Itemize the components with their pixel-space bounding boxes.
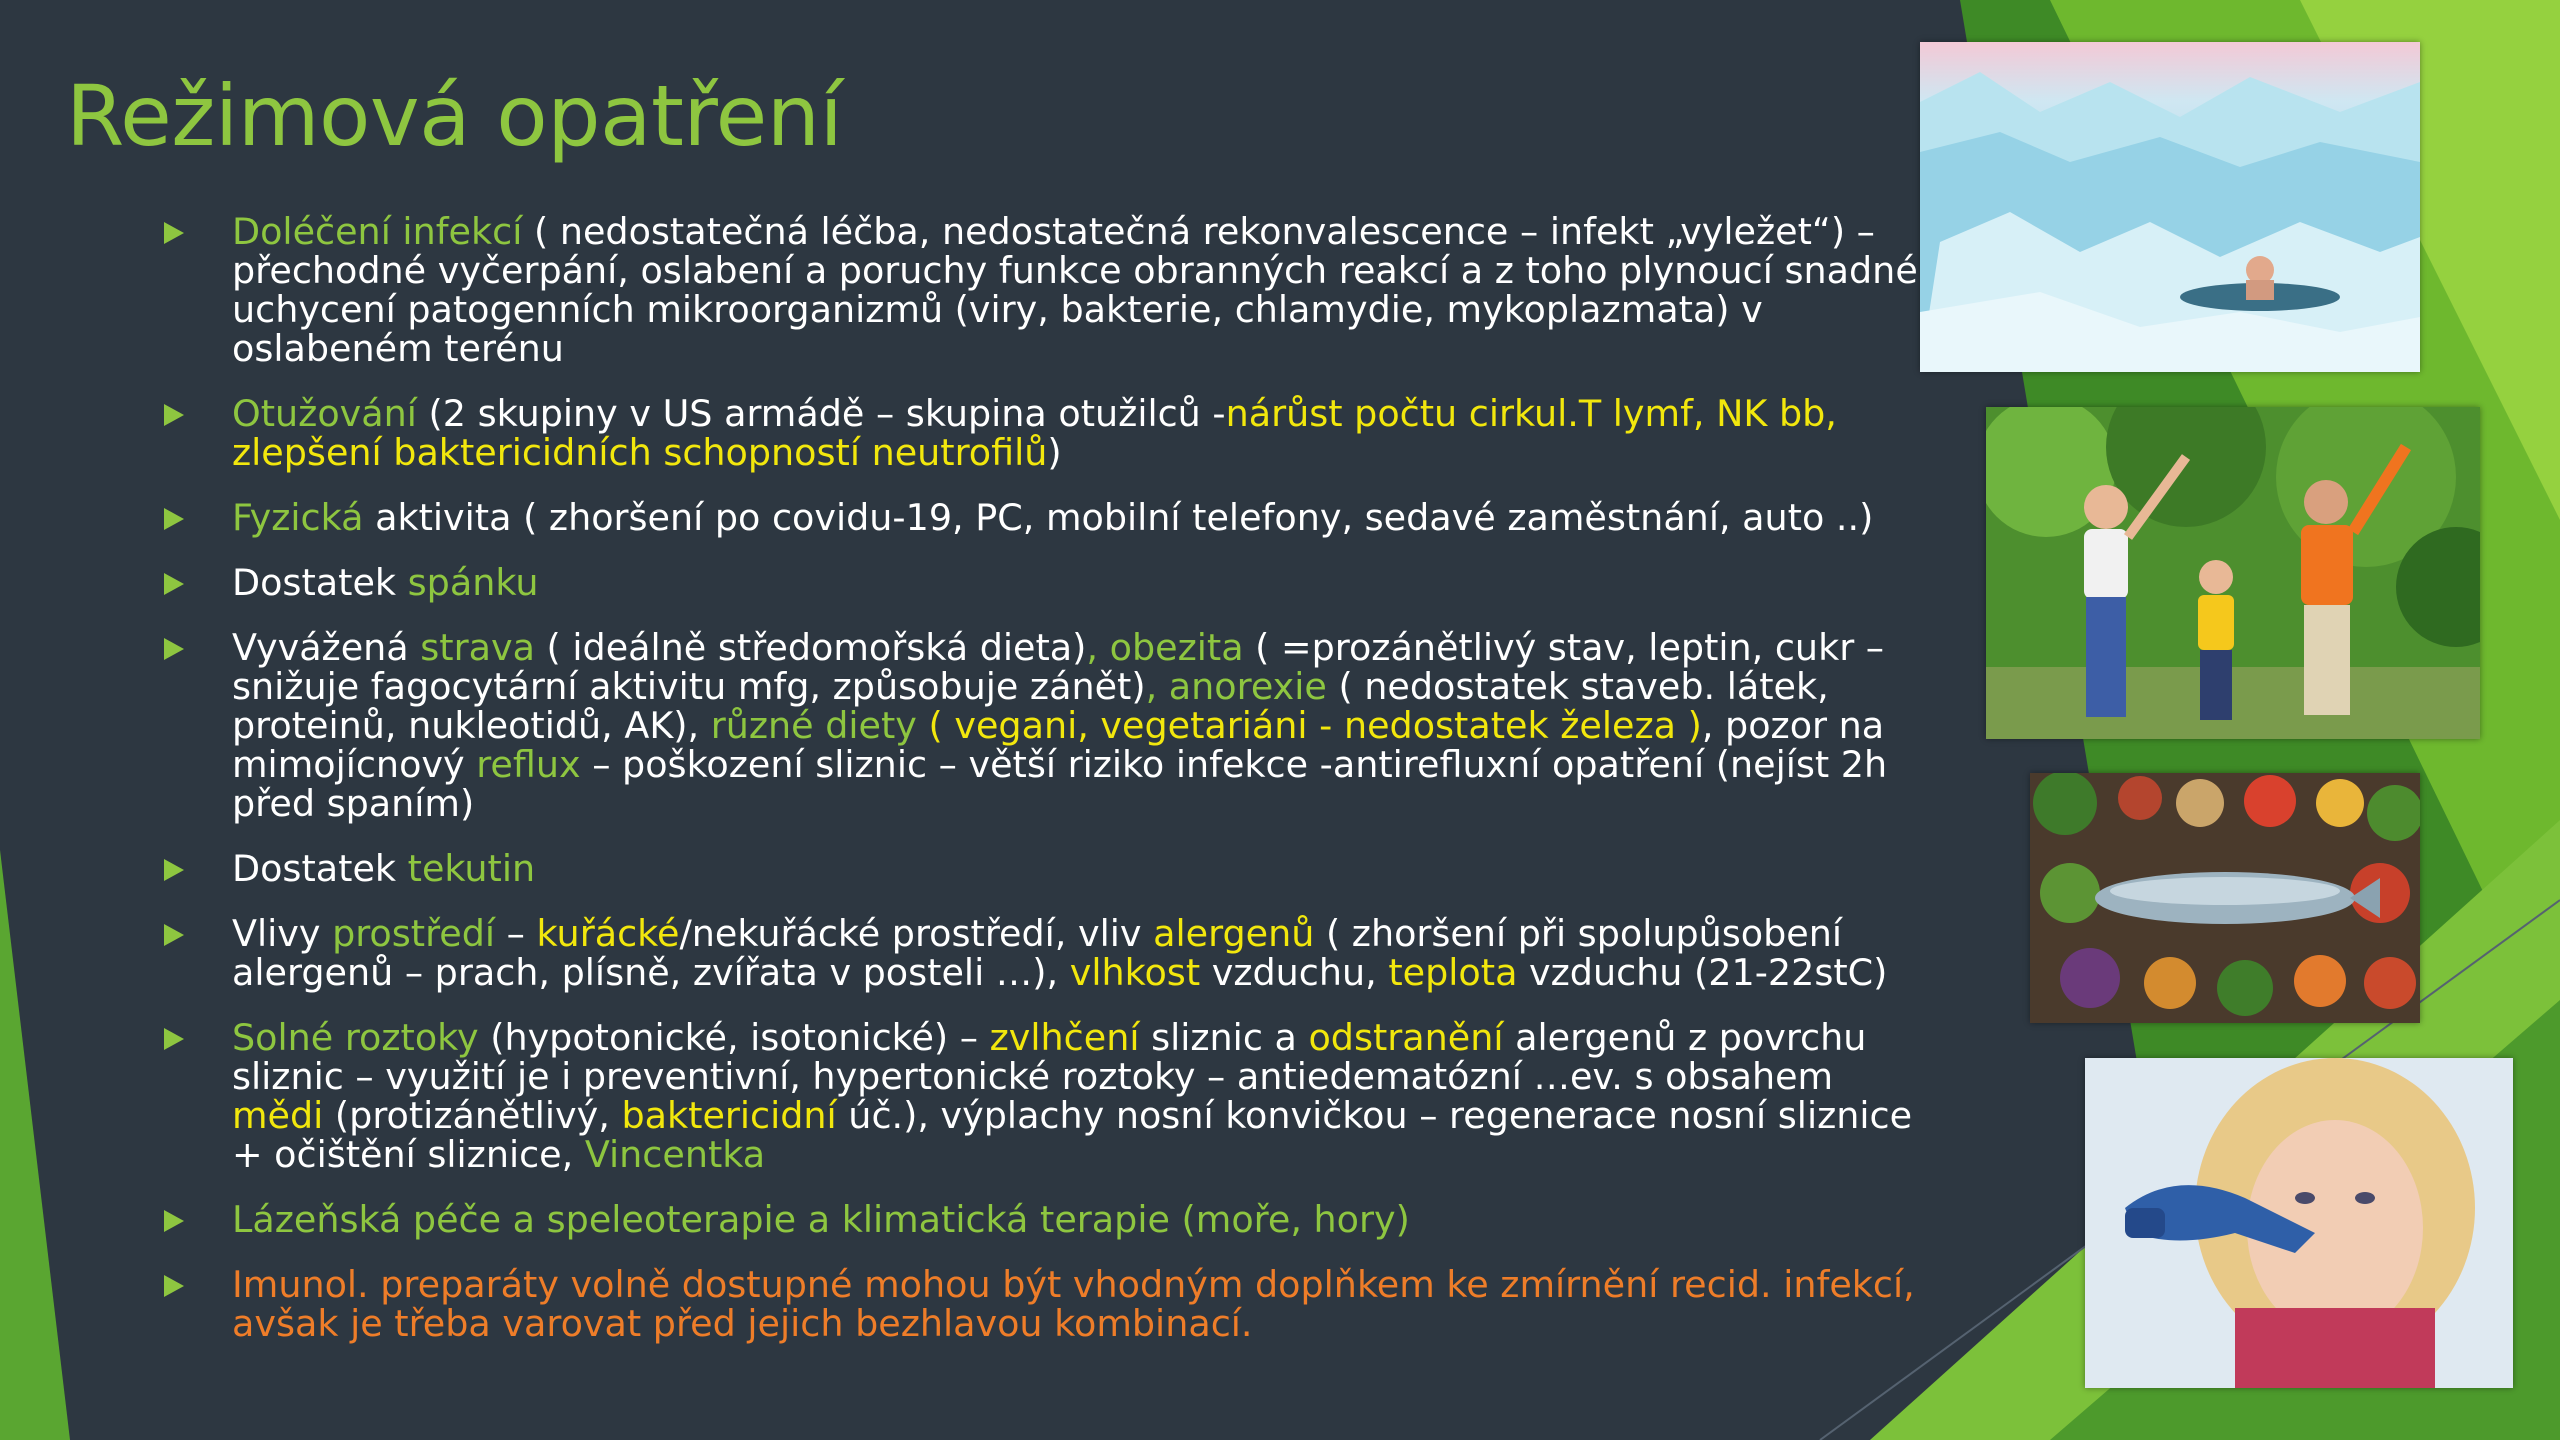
- bullet-text-run: ( nedostatek staveb. látek, proteinů, nukleotidů, AK),: [232, 665, 1829, 747]
- bullet-item: [160, 563, 1920, 602]
- bullet-text-run: Dostatek: [232, 847, 408, 890]
- bullet-item: [160, 394, 1920, 472]
- bullet-text-run: ( vegani, vegetariáni - nedostatek železa ): [916, 704, 1702, 747]
- bullet-text-run: Doléčení infekcí: [232, 210, 523, 253]
- bullet-list: [160, 212, 1920, 1369]
- bullet-item: [160, 498, 1920, 537]
- bullet-arrow-icon: [164, 859, 184, 881]
- bullet-item: [160, 1200, 1920, 1239]
- bullet-item: [160, 212, 1920, 368]
- bullet-text-run: strava: [420, 626, 535, 669]
- bullet-text-run: Imunol. preparáty volně dostupné mohou být vhodným doplňkem ke zmírnění recid. infekcí, avšak je třeba varovat před jejich bezhlavou kombinací.: [232, 1263, 1915, 1345]
- bullet-text-run: , anorexie: [1145, 665, 1327, 708]
- bullet-text-run: ( ideálně středomořská dieta): [534, 626, 1087, 669]
- bullet-arrow-icon: [164, 924, 184, 946]
- bullet-text-run: , pozor na mimojícnový: [232, 704, 1885, 786]
- bullet-text-run: Fyzická: [232, 496, 364, 539]
- bullet-text-run: Dostatek: [232, 561, 408, 604]
- bullet-item: [160, 914, 1920, 992]
- bullet-text-run: ): [1047, 431, 1062, 474]
- bullet-text-run: vzduchu (21-22stC): [1517, 951, 1888, 994]
- bullet-arrow-icon: [164, 638, 184, 660]
- ice-swimming-photo: [1920, 42, 2420, 372]
- bullet-text-run: odstranění: [1308, 1016, 1504, 1059]
- bullet-arrow-icon: [164, 222, 184, 244]
- bullet-text-run: různé diety: [710, 704, 917, 747]
- healthy-food-photo: [2030, 773, 2420, 1023]
- bullet-item: [160, 1265, 1920, 1343]
- bullet-text-run: – poškození sliznic – větší riziko infekce -antirefluxní opatření (nejíst 2h před spaním): [232, 743, 1888, 825]
- bullet-text-run: alergenů z povrchu sliznic – využití je i preventivní, hypertonické roztoky – antiedematózní …ev. s obsahem: [232, 1016, 1867, 1098]
- bullet-text-run: vlhkost: [1069, 951, 1201, 994]
- bullet-text-run: zvlhčení: [989, 1016, 1140, 1059]
- bullet-text-run: prostředí: [332, 912, 496, 955]
- nasal-rinse-photo: [2085, 1058, 2513, 1388]
- bullet-text-run: Vlivy: [232, 912, 333, 955]
- bullet-text-run: ( nedostatečná léčba, nedostatečná rekonvalescence – infekt „vyležet“) – přechodné vyčerpání, oslabení a poruchy funkce obranných reakcí a z toho plynoucí snadné uchycení patogenních mikroorganizmů (viry, bakterie, chlamydie, mykoplazmata) v oslabeném terénu: [232, 210, 1918, 370]
- bullet-arrow-icon: [164, 404, 184, 426]
- bullet-item: [160, 849, 1920, 888]
- bullet-text-run: Lázeňská péče a speleoterapie a klimatická terapie (moře, hory): [232, 1198, 1410, 1241]
- bullet-text-run: (2 skupiny v US armádě – skupina otužilců -: [416, 392, 1226, 435]
- slide-title: Režimová opatření: [66, 67, 843, 165]
- bullet-arrow-icon: [164, 1275, 184, 1297]
- bullet-text-run: (protizánětlivý,: [323, 1094, 622, 1137]
- bullet-text-run: úč.), výplachy nosní konvičkou – regenerace nosní sliznice + očištění sliznice,: [232, 1094, 1913, 1176]
- bullet-text-run: teplota: [1388, 951, 1518, 994]
- bullet-text-run: Otužování: [232, 392, 417, 435]
- bullet-arrow-icon: [164, 573, 184, 595]
- bullet-text-run: aktivita ( zhoršení po covidu-19, PC, mobilní telefony, sedavé zaměstnání, auto ..): [363, 496, 1874, 539]
- family-exercise-photo: [1986, 407, 2480, 739]
- bullet-text-run: (hypotonické, isotonické) –: [478, 1016, 990, 1059]
- bullet-text-run: , obezita: [1086, 626, 1244, 669]
- bullet-text-run: nárůst počtu cirkul.T lymf, NK bb, zlepšení baktericidních schopností neutrofilů: [232, 392, 1837, 474]
- bullet-text-run: ( zhoršení při spolupůsobení alergenů – prach, plísně, zvířata v posteli …),: [232, 912, 1843, 994]
- bullet-text-run: kuřácké: [536, 912, 680, 955]
- bullet-arrow-icon: [164, 1210, 184, 1232]
- bullet-text-run: Vincentka: [584, 1133, 766, 1176]
- bullet-arrow-icon: [164, 508, 184, 530]
- deco-green-bottom-left: [0, 850, 70, 1440]
- bullet-arrow-icon: [164, 1028, 184, 1050]
- bullet-item: [160, 628, 1920, 823]
- bullet-text-run: sliznic a: [1139, 1016, 1309, 1059]
- bullet-text-run: ( =prozánětlivý stav, leptin, cukr – snižuje fagocytární aktivitu mfg, způsobuje zánět): [232, 626, 1885, 708]
- bullet-text-run: Vyvážená: [232, 626, 421, 669]
- bullet-text-run: vzduchu,: [1200, 951, 1389, 994]
- bullet-text-run: alergenů: [1153, 912, 1315, 955]
- bullet-text-run: Solné roztoky: [232, 1016, 479, 1059]
- bullet-text-run: mědi: [232, 1094, 324, 1137]
- bullet-text-run: spánku: [407, 561, 539, 604]
- bullet-text-run: –: [495, 912, 537, 955]
- bullet-text-run: /nekuřácké prostředí, vliv: [679, 912, 1154, 955]
- bullet-item: [160, 1018, 1920, 1174]
- bullet-text-run: tekutin: [407, 847, 536, 890]
- bullet-text-run: baktericidní: [621, 1094, 837, 1137]
- bullet-text-run: reflux: [476, 743, 581, 786]
